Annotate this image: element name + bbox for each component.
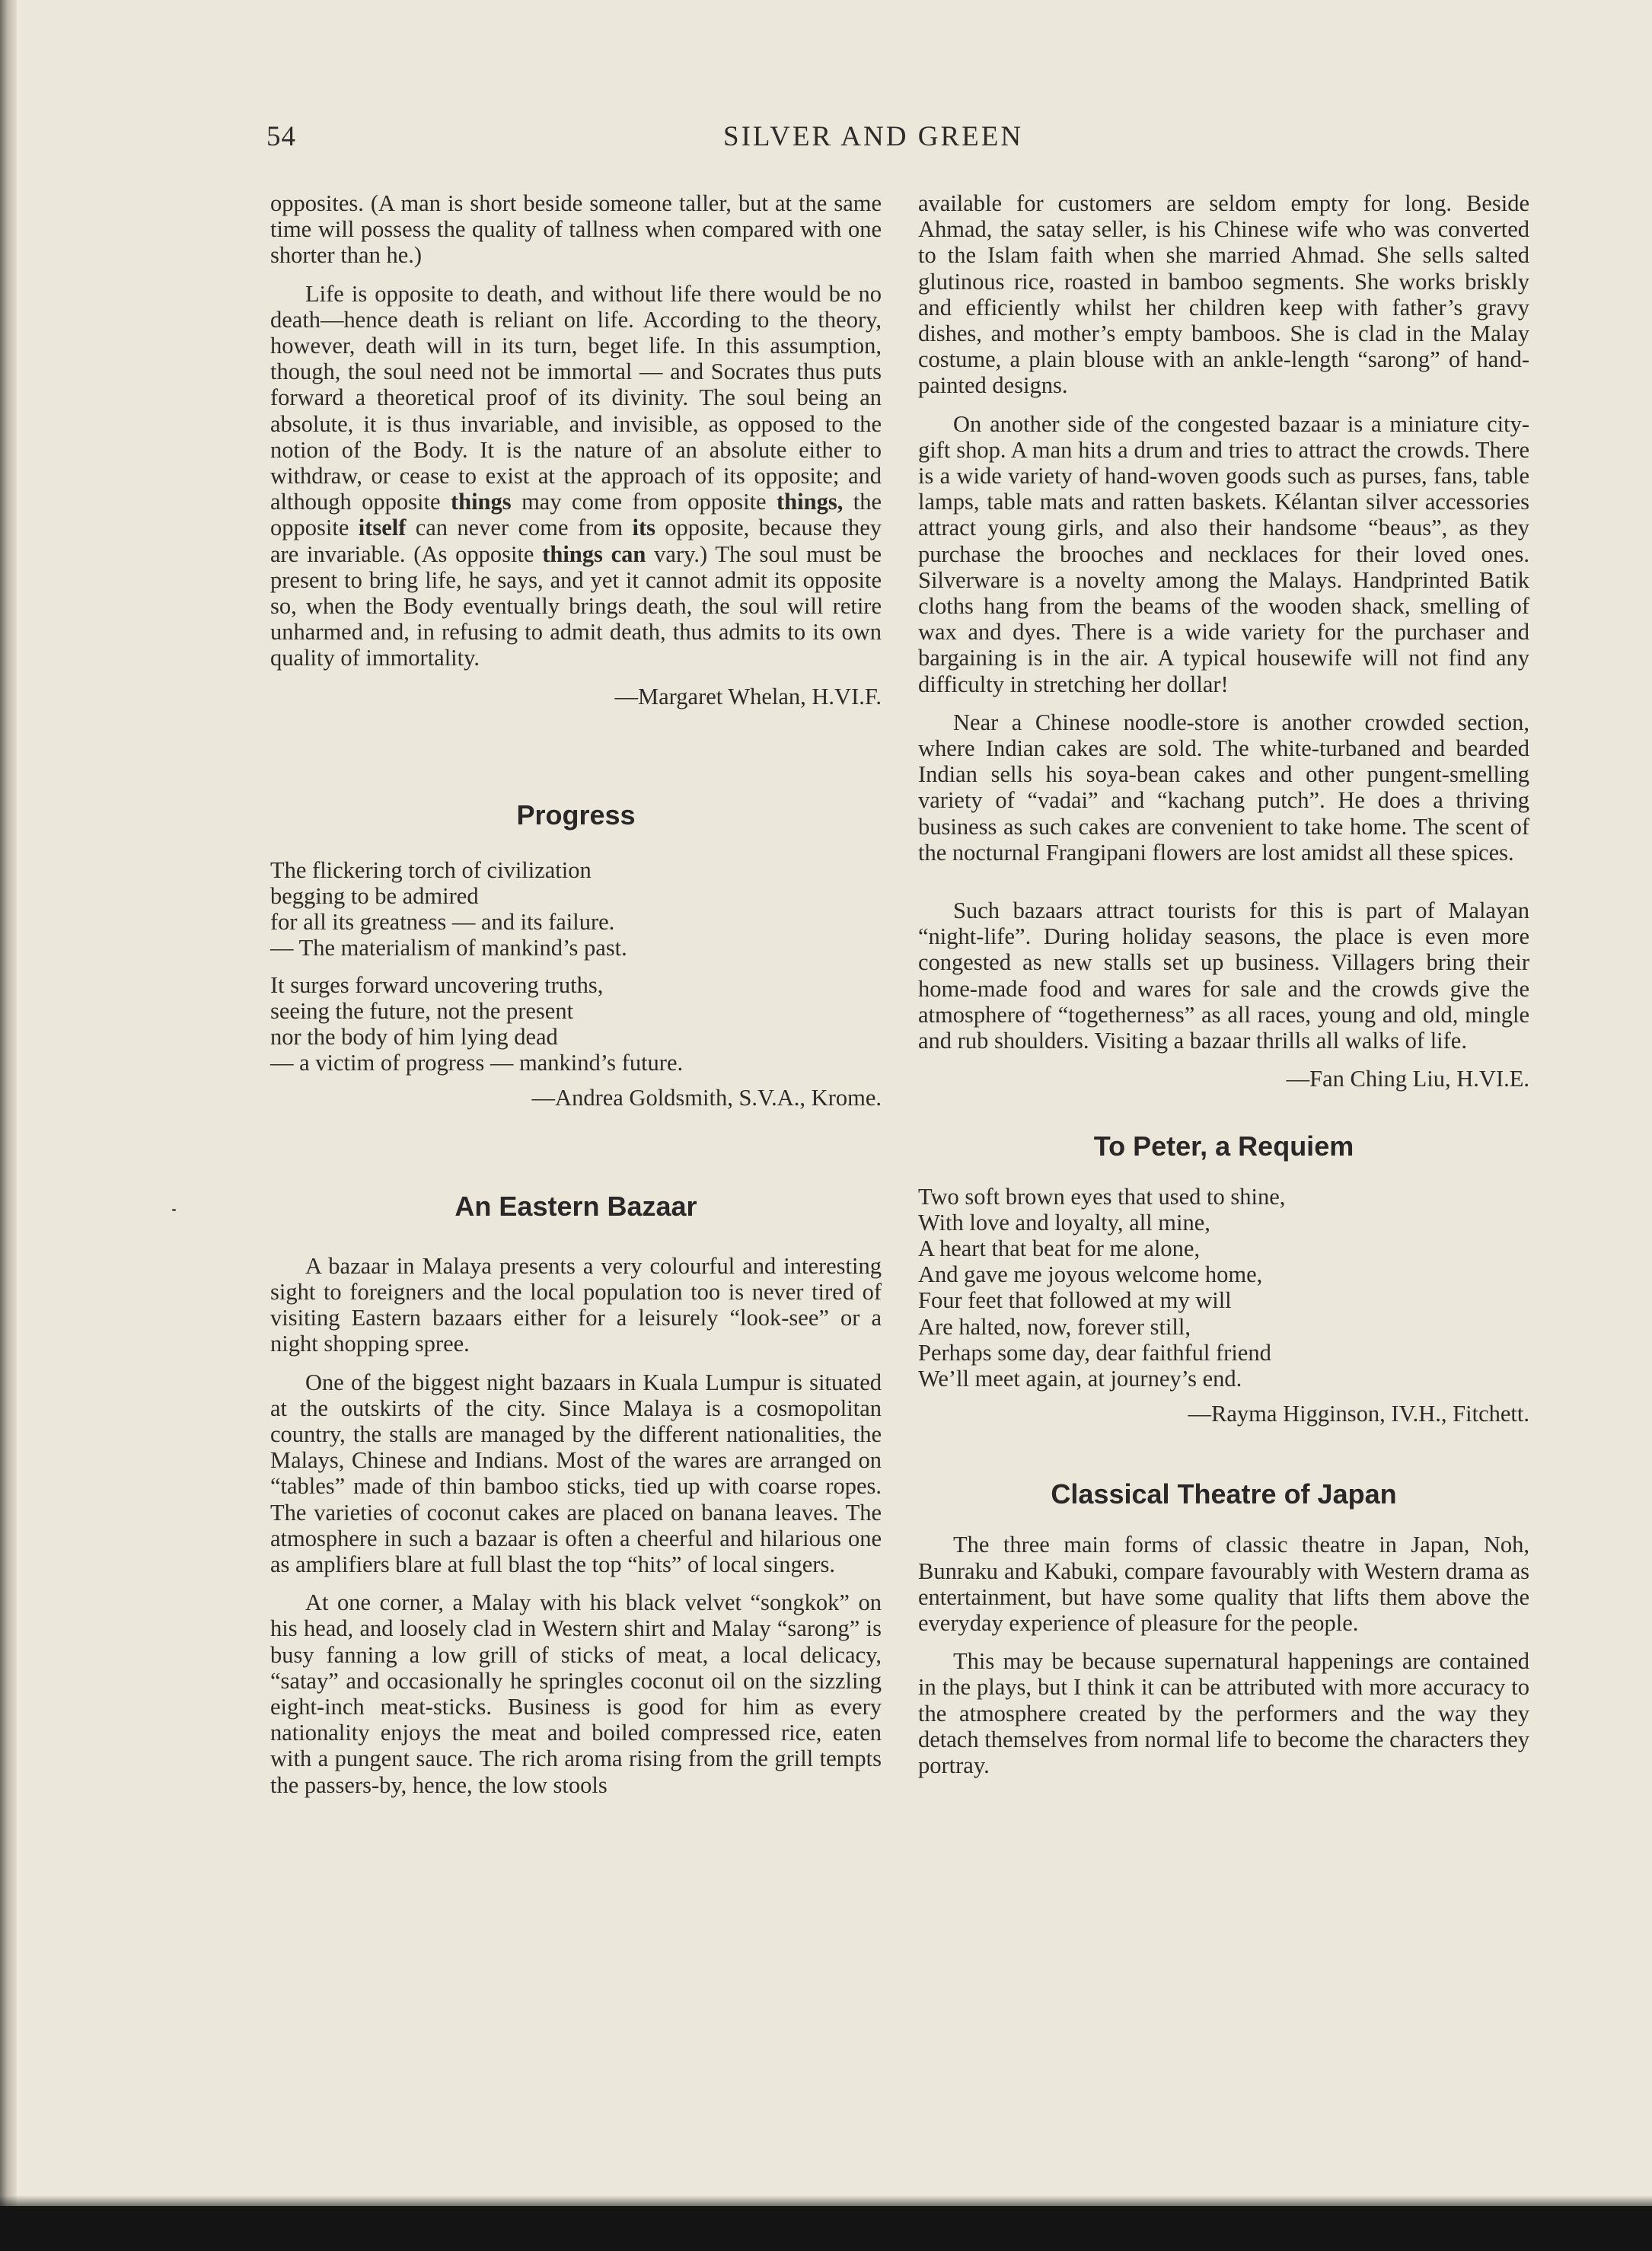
poem-line: for all its greatness — and its failure.	[270, 909, 615, 936]
paragraph: A bazaar in Malaya presents a very colourful and interesting sight to foreigners and the local population too is never tired of visiting Eastern bazaars either for a leisurely “look-see” or a night shopping spree.	[270, 1252, 882, 1357]
section-title-theatre: Classical Theatre of Japan	[1051, 1478, 1397, 1510]
page-number: 54	[266, 121, 296, 152]
paragraph-text: Life is opposite to death, and without life there would be no death—hence death is reliant on life. According to the theory, however, death will in its turn, beget life. In this assumption, though, the soul need not be immortal — and Socrates thus puts forward a theoretical proof of its divinity. The soul being an absolute, it is thus invariable, and invisible, as opposed to the notion of the Body. It is the nature of an absolute either to withdraw, or cease to exist at the approach of its opposite; and although opposite	[270, 280, 882, 515]
poem-line: Perhaps some day, dear faithful friend	[918, 1339, 1271, 1366]
paragraph: Such bazaars attract tourists for this is part of Malayan “night-life”. During holiday seasons, the place is even more congested as new stalls set up business. Villagers bring their home-made food and wares for sale and the crowds give the atmosphere of “togetherness” as all races, young and old, mingle and rub shoulders. Visiting a bazaar thrills all walks of life.	[918, 898, 1529, 1054]
paragraph: On another side of the congested bazaar is a miniature city-gift shop. A man hits a drum and tries to attract the crowds. There is a wide variety of hand-woven goods such as purses, fans, table lamps, table mats and ratten baskets. Kélantan silver accessories attract young girls, and also their handsome “beaus”, as they purchase the brooches and necklaces for their loved ones. Silverware is a novelty among the Malays. Handprinted Batik cloths hang from the beams of the wooden shack, smelling of wax and dyes. There is a wide variety for the purchaser and bargaining is in the air. A typical housewife will not find any difficulty in stretching her dollar!	[918, 410, 1529, 697]
section-title-requiem: To Peter, a Requiem	[1093, 1130, 1354, 1162]
poem-line: — The materialism of mankind’s past.	[270, 935, 627, 961]
stanza-gap	[270, 961, 882, 972]
margin-speck	[172, 1209, 176, 1211]
poem-line: seeing the future, not the present	[270, 997, 574, 1024]
binding-edge	[0, 0, 17, 2251]
paragraph: The three main forms of classic theatre in Japan, Noh, Bunraku and Kabuki, compare favourably with Western drama as entertainment, but have some quality that lifts them above the everyday experience of pleasure for the people.	[918, 1532, 1529, 1636]
right-column	[918, 190, 1529, 1790]
bold-word: things can	[542, 540, 646, 567]
paragraph-text: may come from opposite	[511, 489, 777, 515]
section-title-bazaar: An Eastern Bazaar	[454, 1190, 697, 1222]
poem-line: Four feet that followed at my will	[918, 1287, 1232, 1314]
author-credit: —Rayma Higginson, IV.H., Fitchett.	[1188, 1401, 1529, 1427]
poem-line: It surges forward uncovering truths,	[270, 971, 604, 998]
section-title-progress: Progress	[516, 799, 636, 831]
poem-line: A heart that beat for me alone,	[918, 1235, 1201, 1261]
bold-word: itself	[358, 515, 407, 541]
scan-shadow	[0, 2195, 1652, 2206]
poem-progress	[270, 857, 882, 1076]
paragraph-text: the opposite	[270, 489, 882, 541]
author-credit: —Andrea Goldsmith, S.V.A., Krome.	[531, 1085, 882, 1111]
paragraph: available for customers are seldom empty for long. Beside Ahmad, the satay seller, is his Chinese wife who was converted to the Islam faith when she married Ahmad. She sells salted glutinous rice, roasted in bamboo segments. She works briskly and efficiently whilst her children keep with father’s gravy dishes, and mother’s empty bamboos. She is clad in the Malay costume, a plain blouse with an ankle-length “sarong” of hand-painted designs.	[918, 190, 1529, 399]
poem-line: The flickering torch of civilization	[270, 856, 592, 883]
paragraph: Near a Chinese noodle-store is another crowded section, where Indian cakes are sold. The white-turbaned and bearded Indian sells his soya-bean cakes and other pungent-smelling variety of “vadai” and “kachang putch”. He does a thriving business as such cakes are convenient to take home. The scent of the nocturnal Frangipani flowers are lost amidst all these spices.	[918, 709, 1529, 866]
paragraph-gap	[918, 878, 1529, 898]
running-title: SILVER AND GREEN	[723, 121, 1024, 152]
poem-line: Two soft brown eyes that used to shine,	[918, 1183, 1286, 1210]
author-credit: —Margaret Whelan, H.VI.F.	[614, 683, 882, 709]
paragraph-text: can never come from	[406, 515, 633, 541]
bold-word: its	[632, 515, 655, 541]
paragraph: At one corner, a Malay with his black velvet “songkok” on his head, and loosely clad in Western shirt and Malay “sarong” is busy fanning a low grill of sticks of meat, a local delicacy, “satay” and occasionally he springles coconut oil on the sizzling eight-inch meat-sticks. Business is good for him as every nationality enjoys the meat and boiled compressed rice, eaten with a pungent sauce. The rich aroma rising from the grill tempts the passers-by, hence, the low stools	[270, 1589, 882, 1798]
bold-word: things,	[777, 489, 844, 515]
poem-line: We’ll meet again, at journey’s end.	[918, 1365, 1242, 1392]
paragraph	[270, 281, 882, 671]
paragraph: This may be because supernatural happenings are contained in the plays, but I think it can be attributed with more accuracy to the atmosphere created by the performers and the way they detach themselves from normal life to become the characters they portray.	[918, 1648, 1529, 1778]
paragraph: opposites. (A man is short beside someone taller, but at the same time will possess the quality of tallness when compared with one shorter than he.)	[270, 190, 882, 269]
scan-border	[0, 2206, 1652, 2251]
paragraph: One of the biggest night bazaars in Kuala Lumpur is situated at the outskirts of the city. Since Malaya is a cosmopolitan country, the stalls are managed by the different nationalities, the Malays, Chinese and Indians. Most of the wares are arranged on “tables” made of thin bamboo sticks, tied up with coarse ropes. The varieties of coconut cakes are placed on banana leaves. The atmosphere in such a bazaar is often a cheerful and hilarious one as amplifiers blare at full blast the top “hits” of local singers.	[270, 1369, 882, 1577]
poem-line: begging to be admired	[270, 883, 479, 910]
bold-word: things	[450, 489, 512, 515]
poem-line: And gave me joyous welcome home,	[918, 1261, 1263, 1288]
author-credit: —Fan Ching Liu, H.VI.E.	[1286, 1066, 1529, 1092]
paragraph-text: opposite, because they are invariable. (As opposite	[270, 515, 882, 567]
poem-line: Are halted, now, forever still,	[918, 1313, 1191, 1340]
poem-line: With love and loyalty, all mine,	[918, 1209, 1210, 1235]
poem-line: nor the body of him lying dead	[270, 1024, 558, 1051]
poem-line: — a victim of progress — mankind’s future.	[270, 1050, 684, 1076]
poem-requiem	[918, 1184, 1529, 1392]
left-column	[270, 190, 882, 1810]
paragraph-text: vary.) The soul must be present to bring life, he says, and yet it cannot admit its opposite so, when the Body eventually brings death, the soul will retire unharmed and, in refusing to admit death, thus admits to its own quality of immortality.	[270, 540, 882, 671]
